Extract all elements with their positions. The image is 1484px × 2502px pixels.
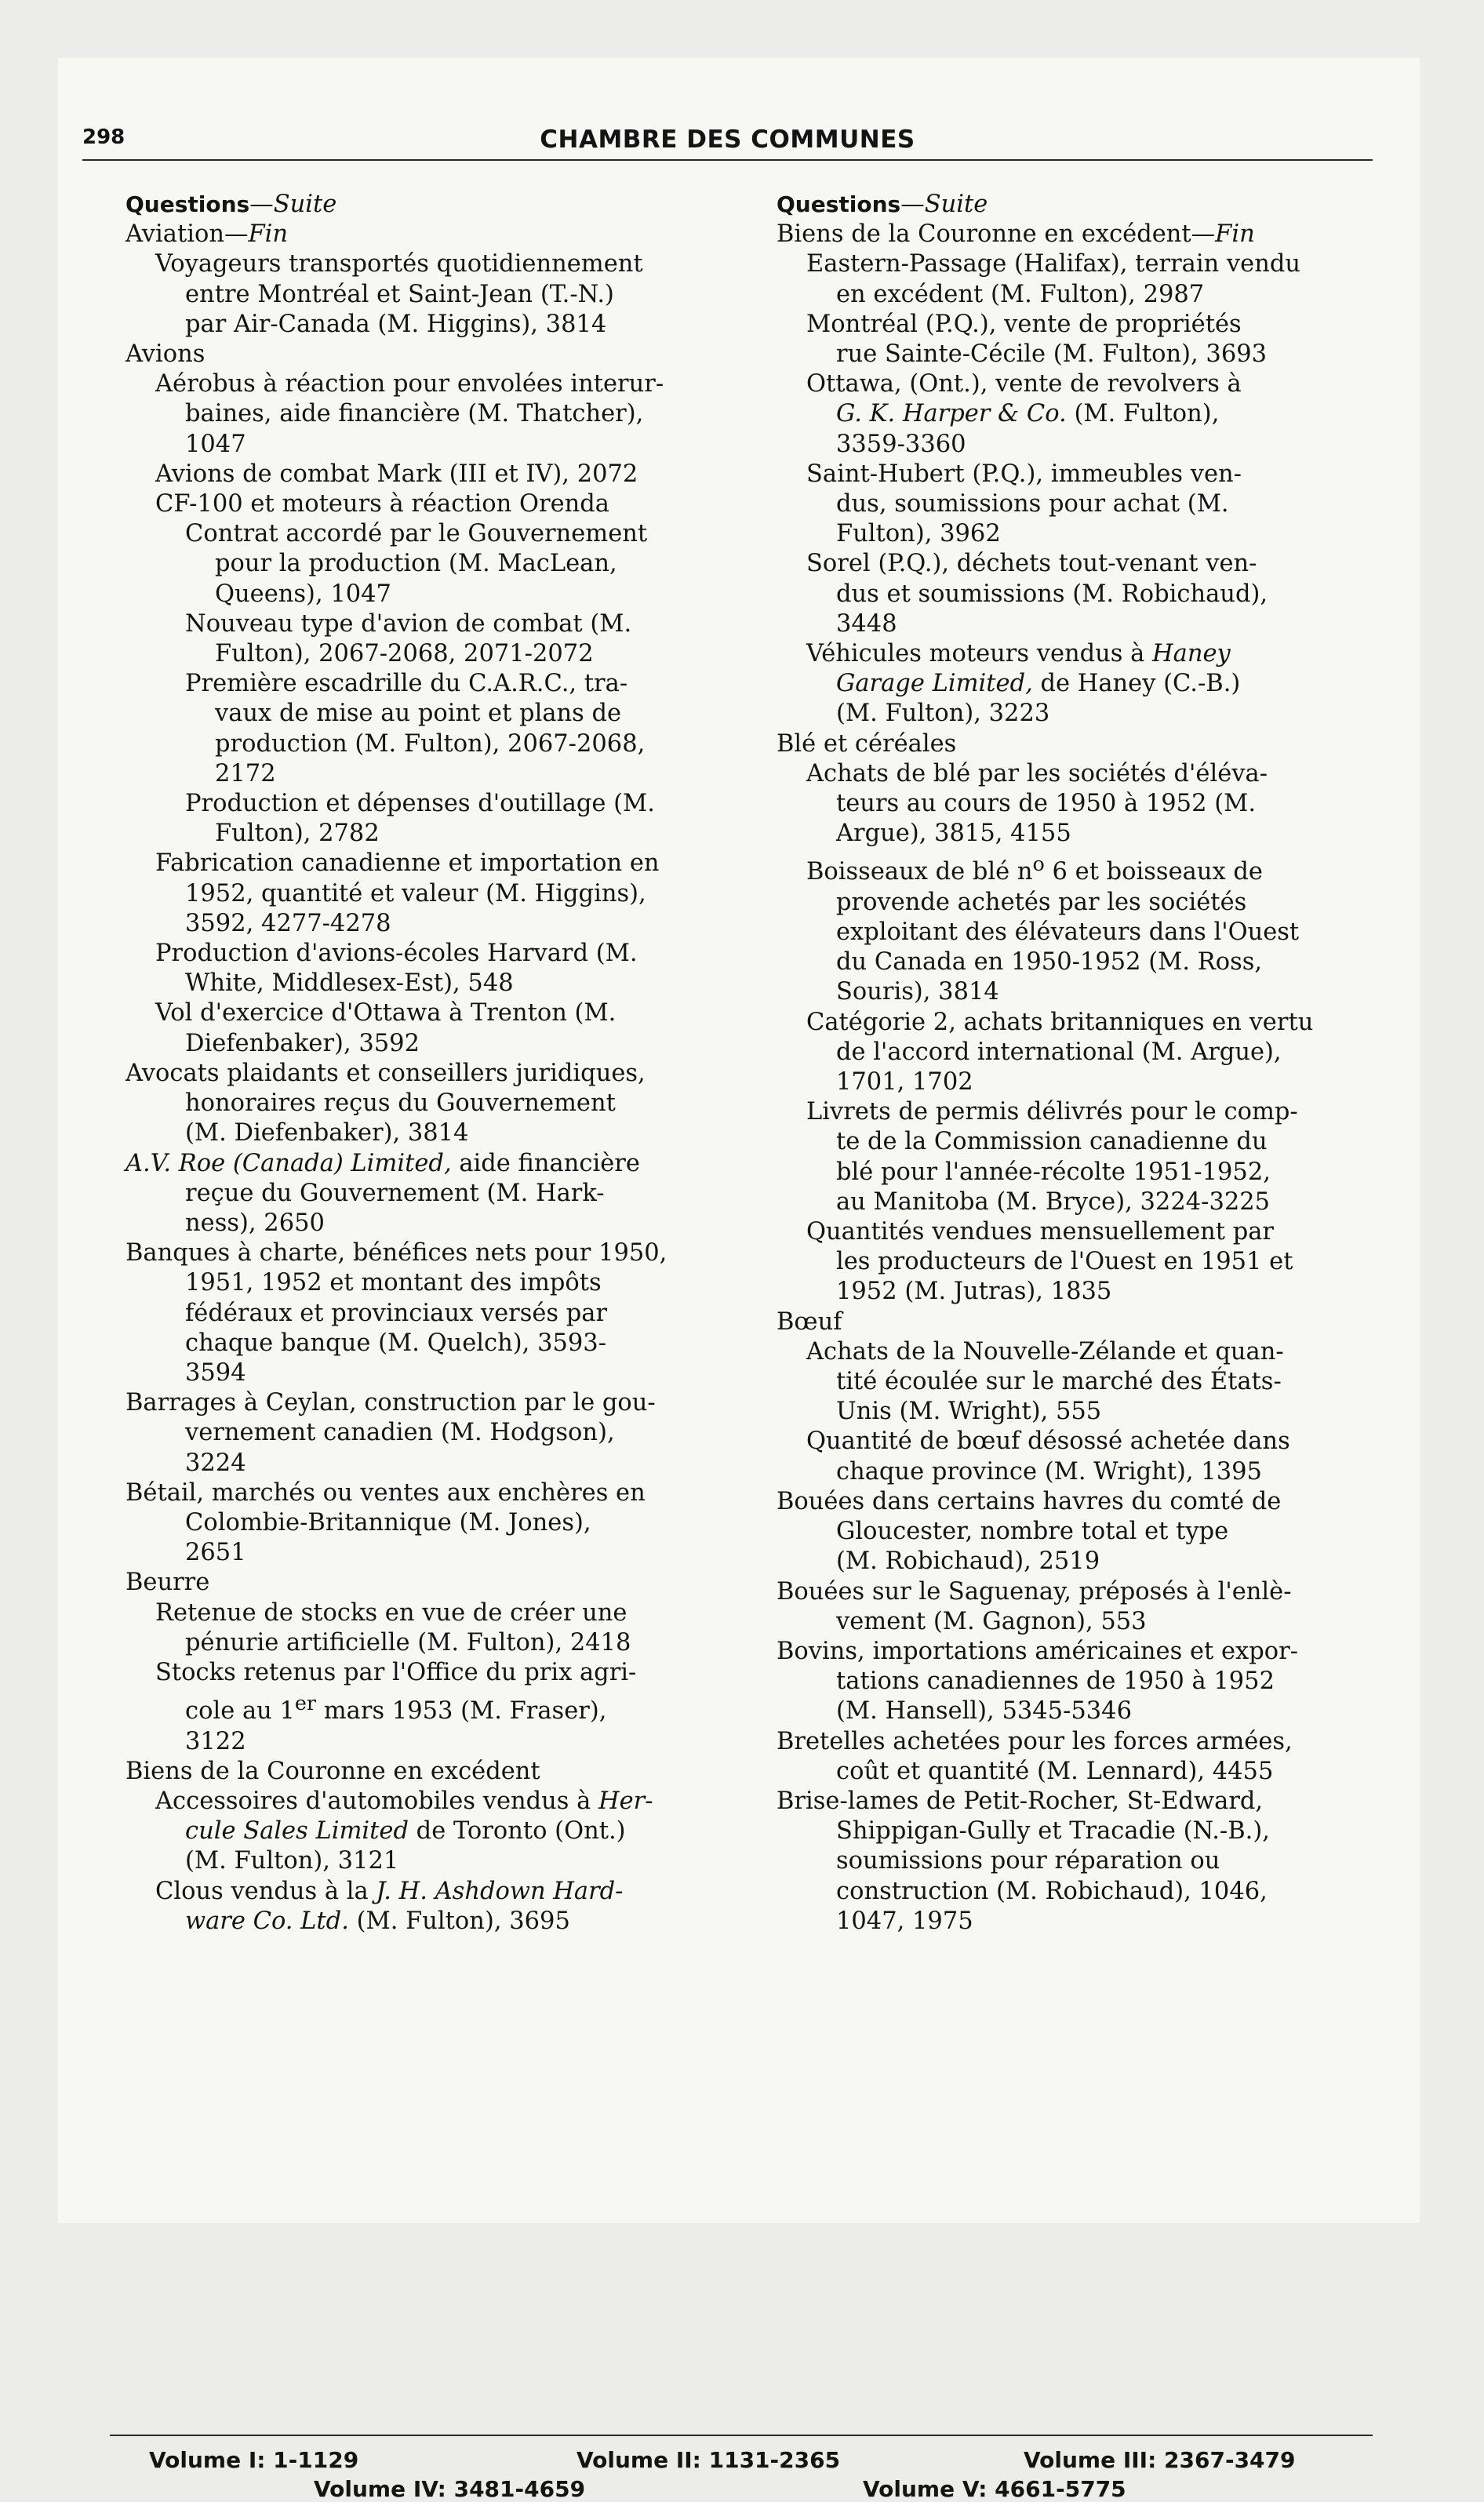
index-line: Bouées sur le Saguenay, préposés à l'enlè- <box>777 1577 1292 1606</box>
header-rule <box>82 159 1373 161</box>
index-line: exploitant des élévateurs dans l'Ouest <box>836 918 1300 947</box>
index-line: Gloucester, nombre total et type <box>836 1518 1229 1546</box>
volume-5: Volume V: 4661-5775 <box>863 2476 1126 2502</box>
index-line: 1047, 1975 <box>836 1907 973 1935</box>
index-line: Montréal (P.Q.), vente de propriétés <box>806 310 1242 338</box>
index-line: (M. Robichaud), 2519 <box>836 1547 1100 1576</box>
index-line: provende achetés par les sociétés <box>836 888 1247 916</box>
index-line: Achats de blé par les sociétés d'éléva- <box>806 759 1268 787</box>
index-line: au Manitoba (M. Bryce), 3224-3225 <box>836 1187 1271 1216</box>
index-line: Quantité de bœuf désossé achetée dans <box>806 1427 1290 1456</box>
index-line: tations canadiennes de 1950 à 1952 <box>836 1667 1275 1696</box>
volume-2: Volume II: 1131-2365 <box>577 2447 841 2473</box>
right-heading-suite: —Suite <box>900 191 988 218</box>
index-line: coût et quantité (M. Lennard), 4455 <box>836 1757 1274 1785</box>
index-line: Eastern-Passage (Halifax), terrain vendu <box>806 250 1301 278</box>
left-heading-suite: —Suite <box>249 191 337 218</box>
index-line: 3359-3360 <box>836 430 966 458</box>
index-line: Voyageurs transportés quotidiennement <box>155 250 643 278</box>
index-line: de l'accord international (M. Argue), <box>836 1038 1282 1066</box>
index-line: blé pour l'année-récolte 1951-1952, <box>836 1158 1271 1186</box>
index-line: Queens), 1047 <box>215 580 391 608</box>
index-line: teurs au cours de 1950 à 1952 (M. <box>836 790 1257 818</box>
index-line: chaque banque (M. Quelch), 3593- <box>185 1329 606 1357</box>
index-line: 1951, 1952 et montant des impôts <box>185 1269 602 1297</box>
index-line: pénurie artificielle (M. Fulton), 2418 <box>185 1628 631 1656</box>
index-line: construction (M. Robichaud), 1046, <box>836 1877 1268 1905</box>
index-line: te de la Commission canadienne du <box>836 1128 1268 1156</box>
index-line: honoraires reçus du Gouvernement <box>185 1089 616 1118</box>
index-line: par Air-Canada (M. Higgins), 3814 <box>185 310 607 338</box>
left-index-entries <box>125 220 722 1937</box>
index-line: Fabrication canadienne et importation en <box>155 849 660 878</box>
index-line: rue Sainte-Cécile (M. Fulton), 3693 <box>836 340 1268 369</box>
index-line: Première escadrille du C.A.R.C., tra- <box>185 670 628 698</box>
index-line: Ottawa, (Ont.), vente de revolvers à <box>806 370 1242 398</box>
volume-3: Volume III: 2367-3479 <box>1024 2447 1296 2473</box>
right-column-heading <box>777 190 1373 220</box>
footer-rule <box>110 2435 1373 2436</box>
index-line: Véhicules moteurs vendus à Haney <box>806 640 1231 668</box>
index-line: Saint-Hubert (P.Q.), immeubles ven- <box>806 460 1242 488</box>
index-line: 1047 <box>185 430 246 458</box>
index-line: 1952, quantité et valeur (M. Higgins), <box>185 879 646 907</box>
left-heading-main: Questions <box>125 191 250 217</box>
index-line: en excédent (M. Fulton), 2987 <box>836 280 1205 308</box>
index-line: vernement canadien (M. Hodgson), <box>185 1419 615 1447</box>
index-line: G. K. Harper & Co. (M. Fulton), <box>836 400 1220 428</box>
index-line: baines, aide financière (M. Thatcher), <box>185 400 644 428</box>
index-line: Production d'avions-écoles Harvard (M. <box>155 940 638 968</box>
index-line: cole au 1er mars 1953 (M. Fraser), <box>185 1691 607 1726</box>
index-line: CF-100 et moteurs à réaction Orenda <box>155 490 609 518</box>
index-line: Bétail, marchés ou ventes aux enchères en <box>125 1478 646 1507</box>
index-line: Bretelles achetées pour les forces armées, <box>777 1727 1293 1755</box>
index-line: 2172 <box>215 759 276 787</box>
index-line: Production et dépenses d'outillage (M. <box>185 790 655 818</box>
index-line: Biens de la Couronne en excédent—Fin <box>777 220 1255 249</box>
index-line: 3594 <box>185 1358 246 1387</box>
index-line: Barrages à Ceylan, construction par le gou- <box>125 1389 656 1417</box>
index-line: Beurre <box>125 1569 210 1597</box>
index-line: Colombie-Britannique (M. Jones), <box>185 1508 591 1536</box>
index-line: Sorel (P.Q.), déchets tout-venant ven- <box>806 550 1257 578</box>
index-line: Stocks retenus par l'Office du prix agri- <box>155 1658 637 1686</box>
index-line: Avions <box>125 340 206 369</box>
index-line: Boisseaux de blé $n^o$ 6 et boisseaux de <box>806 852 1263 886</box>
index-line: 3448 <box>836 609 897 638</box>
index-line: (M. Fulton), 3223 <box>836 700 1050 728</box>
index-line: Unis (M. Wright), 555 <box>836 1398 1102 1426</box>
index-line: Accessoires d'automobiles vendus à Her- <box>155 1787 653 1815</box>
index-line: reçue du Gouvernement (M. Hark- <box>185 1179 605 1207</box>
index-line: Avions de combat Mark (III et IV), 2072 <box>155 460 638 488</box>
index-line: Achats de la Nouvelle-Zélande et quan- <box>806 1337 1284 1366</box>
index-line: Aérobus à réaction pour envolées interur- <box>155 370 664 398</box>
index-line: fédéraux et provinciaux versés par <box>185 1299 608 1327</box>
index-line: tité écoulée sur le marché des États- <box>836 1368 1282 1396</box>
index-line: vaux de mise au point et plans de <box>215 700 622 728</box>
index-line: A.V. Roe (Canada) Limited, aide financière <box>125 1149 640 1177</box>
volume-4: Volume IV: 3481-4659 <box>314 2476 586 2502</box>
index-line: Contrat accordé par le Gouvernement <box>185 520 648 548</box>
index-line: chaque province (M. Wright), 1395 <box>836 1457 1262 1486</box>
index-line: Bouées dans certains havres du comté de <box>777 1487 1282 1515</box>
index-line: du Canada en 1950-1952 (M. Ross, <box>836 948 1263 976</box>
index-line: dus, soumissions pour achat (M. <box>836 490 1229 518</box>
index-line: Brise-lames de Petit-Rocher, St-Edward, <box>777 1787 1264 1815</box>
right-index-entries <box>777 220 1373 1937</box>
volume-1: Volume I: 1-1129 <box>149 2447 359 2473</box>
index-line: Bovins, importations américaines et expor- <box>777 1637 1298 1665</box>
index-line: Retenue de stocks en vue de créer une <box>155 1598 627 1627</box>
index-line: Avocats plaidants et conseillers juridiques, <box>125 1059 646 1087</box>
index-line: dus et soumissions (M. Robichaud), <box>836 580 1268 608</box>
index-line: 2651 <box>185 1539 246 1567</box>
index-line: Quantités vendues mensuellement par <box>806 1218 1275 1246</box>
index-line: Argue), 3815, 4155 <box>836 820 1071 848</box>
right-column <box>777 190 1373 1937</box>
index-line: Fulton), 2067-2068, 2071-2072 <box>215 640 594 668</box>
index-line: Catégorie 2, achats britanniques en vertu <box>806 1008 1314 1036</box>
running-title: CHAMBRE DES COMMUNES <box>540 125 915 154</box>
index-line: Aviation—Fin <box>125 220 289 249</box>
index-line: Clous vendus à la J. H. Ashdown Hard- <box>155 1877 624 1905</box>
index-line: 3592, 4277-4278 <box>185 909 391 937</box>
index-line: (M. Fulton), 3121 <box>185 1847 399 1875</box>
index-line: (M. Hansell), 5345-5346 <box>836 1697 1132 1726</box>
index-line: Livrets de permis délivrés pour le comp- <box>806 1098 1298 1126</box>
index-line: (M. Diefenbaker), 3814 <box>185 1119 469 1147</box>
index-line: soumissions pour réparation ou <box>836 1847 1220 1875</box>
index-line: 1701, 1702 <box>836 1068 973 1096</box>
index-line: ness), 2650 <box>185 1209 325 1237</box>
index-line: Shippigan-Gully et Tracadie (N.-B.), <box>836 1817 1270 1846</box>
index-line: entre Montréal et Saint-Jean (T.-N.) <box>185 280 614 308</box>
left-column-heading <box>125 190 722 220</box>
index-line: les producteurs de l'Ouest en 1951 et <box>836 1248 1293 1276</box>
index-line: ware Co. Ltd. (M. Fulton), 3695 <box>185 1907 570 1935</box>
index-line: Vol d'exercice d'Ottawa à Trenton (M. <box>155 999 617 1027</box>
index-line: 3122 <box>185 1727 246 1755</box>
index-line: Diefenbaker), 3592 <box>185 1029 420 1057</box>
index-line: Blé et céréales <box>777 729 957 758</box>
index-line: White, Middlesex-Est), 548 <box>185 969 514 998</box>
index-line: Fulton), 3962 <box>836 520 1001 548</box>
index-line: Banques à charte, bénéfices nets pour 1950, <box>125 1239 667 1267</box>
page-number: 298 <box>82 125 125 149</box>
index-line: pour la production (M. MacLean, <box>215 550 617 578</box>
left-column <box>125 190 722 1937</box>
index-line: Nouveau type d'avion de combat (M. <box>185 609 632 638</box>
index-line: Bœuf <box>777 1307 842 1336</box>
index-line: Garage Limited, de Haney (C.-B.) <box>836 670 1241 698</box>
right-heading-main: Questions <box>777 191 901 217</box>
index-line: vement (M. Gagnon), 553 <box>836 1607 1147 1635</box>
index-line: 3224 <box>185 1449 246 1477</box>
index-line: production (M. Fulton), 2067-2068, <box>215 729 646 758</box>
index-line: cule Sales Limited de Toronto (Ont.) <box>185 1817 626 1846</box>
index-line: Biens de la Couronne en excédent <box>125 1757 540 1785</box>
index-line: Souris), 3814 <box>836 978 999 1006</box>
index-line: 1952 (M. Jutras), 1835 <box>836 1278 1112 1306</box>
index-line: Fulton), 2782 <box>215 820 380 848</box>
